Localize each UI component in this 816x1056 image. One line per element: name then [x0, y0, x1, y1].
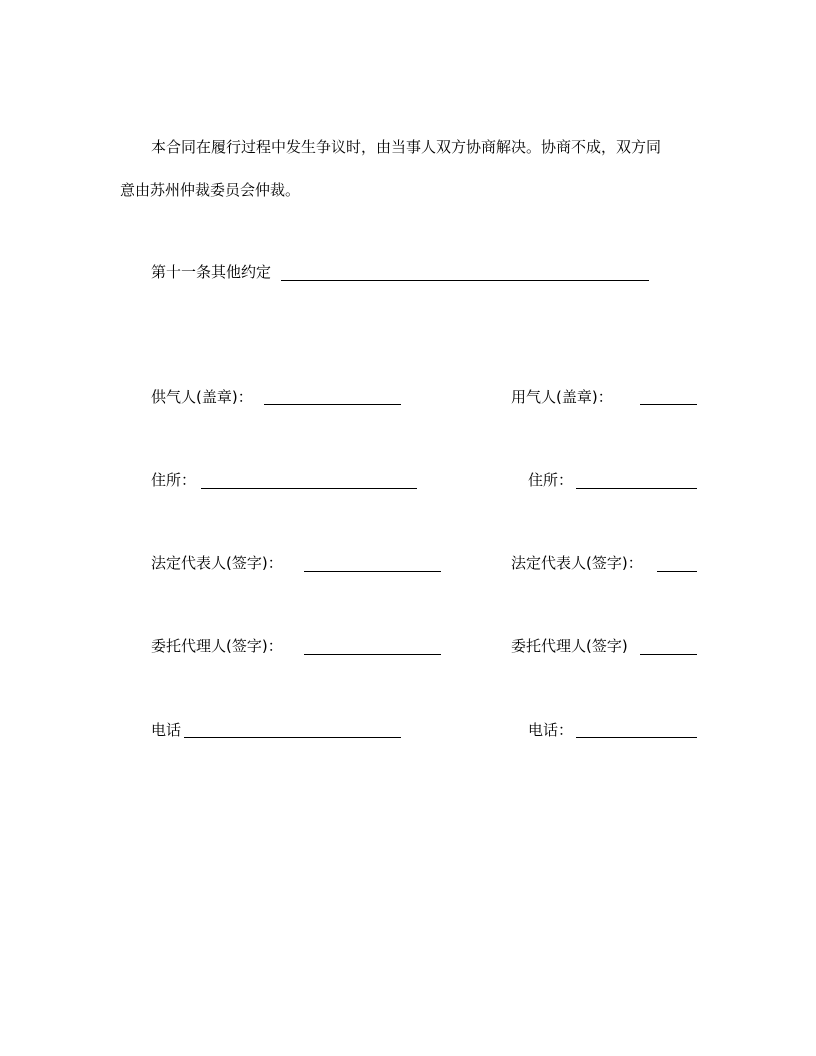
article-eleven-blank — [281, 280, 649, 281]
article-eleven-label: 第十一条其他约定 — [151, 263, 272, 281]
user-phone-label: 电话： — [528, 721, 574, 739]
user-agent-blank — [640, 654, 697, 655]
user-address-blank — [576, 488, 697, 489]
user-address-label: 住所： — [528, 471, 574, 489]
supplier-address-blank — [201, 488, 417, 489]
supplier-phone-blank — [184, 737, 401, 738]
supplier-legal-rep-label: 法定代表人(签字)： — [151, 554, 283, 572]
user-phone-blank — [576, 737, 697, 738]
supplier-address-label: 住所： — [151, 471, 197, 489]
user-agent-label: 委托代理人(签字) — [511, 637, 628, 655]
supplier-phone-label: 电话 — [151, 721, 182, 739]
user-seal-blank — [640, 404, 697, 405]
supplier-agent-blank — [304, 654, 441, 655]
user-legal-rep-blank — [657, 571, 697, 572]
paragraph-line-1: 本合同在履行过程中发生争议时，由当事人双方协商解决。协商不成，双方同 — [151, 138, 662, 156]
paragraph-line-2: 意由苏州仲裁委员会仲裁。 — [120, 181, 301, 199]
supplier-legal-rep-blank — [304, 571, 441, 572]
user-legal-rep-label: 法定代表人(签字)： — [511, 554, 643, 572]
user-seal-label: 用气人(盖章)： — [511, 388, 613, 406]
supplier-agent-label: 委托代理人(签字)： — [151, 637, 283, 655]
supplier-seal-label: 供气人(盖章)： — [151, 388, 253, 406]
supplier-seal-blank — [264, 404, 401, 405]
